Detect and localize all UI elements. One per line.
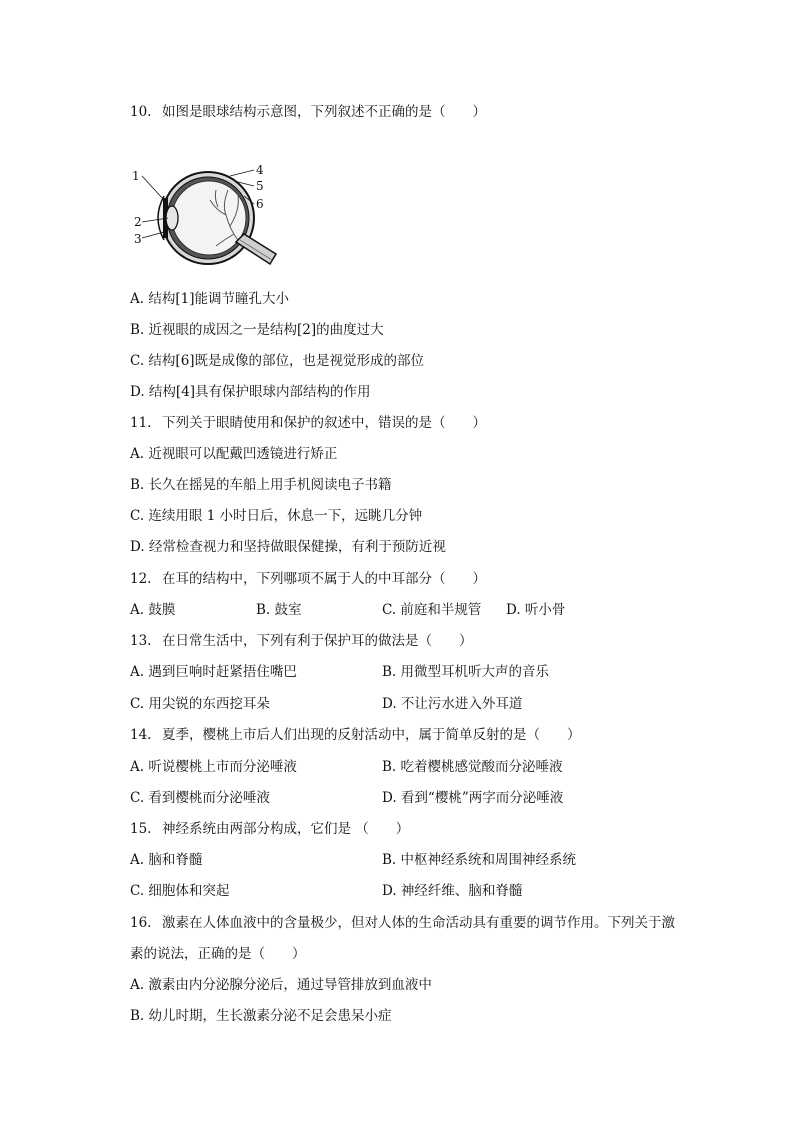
question-10-option-a[interactable]: A. 结构[1]能调节瞳孔大小 [130,291,289,307]
leader-line-4 [230,170,254,176]
question-16-stem-line-1 [130,913,675,933]
question-14-stem [130,725,581,745]
question-15-stem [130,819,409,839]
figure-label-3: 3 [134,232,142,246]
question-15-option-d[interactable]: D. 神经纤维、脑和脊髓 [382,883,523,899]
question-text: 下列关于眼睛使用和保护的叙述中，错误的是（ ） [162,415,486,431]
vitreous-shape [172,181,246,255]
question-14-option-b[interactable]: B. 吃着樱桃感觉酸而分泌唾液 [382,759,563,775]
question-10-option-b[interactable]: B. 近视眼的成因之一是结构[2]的曲度过大 [130,322,384,338]
question-15-option-a[interactable]: A. 脑和脊髓 [130,852,203,868]
question-12-stem [130,569,486,589]
figure-label-5: 5 [256,179,264,193]
question-14-option-c[interactable]: C. 看到樱桃而分泌唾液 [130,790,270,806]
question-13-option-a[interactable]: A. 遇到巨响时赶紧捂住嘴巴 [130,664,297,680]
question-number: 12. [130,571,152,587]
question-number: 13. [130,633,152,649]
question-14-option-d[interactable]: D. 看到“樱桃”两字而分泌唾液 [382,790,564,806]
figure-label-1: 1 [132,169,140,183]
question-14-option-a[interactable]: A. 听说樱桃上市而分泌唾液 [130,759,297,775]
question-11-option-a[interactable]: A. 近视眼可以配戴凹透镜进行矫正 [130,446,338,462]
question-10-option-d[interactable]: D. 结构[4]具有保护眼球内部结构的作用 [130,384,371,400]
question-13-option-b[interactable]: B. 用微型耳机听大声的音乐 [382,664,550,680]
question-15-option-b[interactable]: B. 中枢神经系统和周围神经系统 [382,852,577,868]
question-15-option-c[interactable]: C. 细胞体和突起 [130,883,230,899]
figure-label-2: 2 [134,215,142,229]
question-10-stem [130,102,486,122]
question-number: 14. [130,727,152,743]
figure-label-4: 4 [256,163,264,177]
question-16-option-a[interactable]: A. 激素由内分泌腺分泌后，通过导管排放到血液中 [130,977,432,993]
question-11-option-d[interactable]: D. 经常检查视力和坚持做眼保健操，有利于预防近视 [130,539,446,555]
question-text: 神经系统由两部分构成，它们是 （ ） [162,821,410,837]
leader-line-1 [142,176,164,200]
question-text: 如图是眼球结构示意图，下列叙述不正确的是（ ） [162,104,486,120]
question-12-option-b[interactable]: B. 鼓室 [256,602,302,618]
question-number: 11. [130,415,152,431]
question-11-stem [130,413,486,433]
question-10-option-c[interactable]: C. 结构[6]既是成像的部位，也是视觉形成的部位 [130,353,425,369]
eyeball-diagram [130,160,280,276]
question-text: 在耳的结构中，下列哪项不属于人的中耳部分（ ） [162,571,486,587]
question-13-option-c[interactable]: C. 用尖锐的东西挖耳朵 [130,696,270,712]
question-12-option-c[interactable]: C. 前庭和半规管 [382,602,482,618]
question-13-stem [130,631,473,651]
question-text: 夏季，樱桃上市后人们出现的反射活动中，属于简单反射的是（ ） [162,727,581,743]
question-number: 16. [130,915,152,931]
question-13-option-d[interactable]: D. 不让污水进入外耳道 [382,696,523,712]
question-12-option-d[interactable]: D. 听小骨 [506,602,566,618]
question-text: 激素在人体血液中的含量极少，但对人体的生命活动具有重要的调节作用。下列关于激 [162,915,675,931]
figure-label-6: 6 [256,197,264,211]
question-12-option-a[interactable]: A. 鼓膜 [130,602,176,618]
question-11-option-c[interactable]: C. 连续用眼 1 小时日后，休息一下，远眺几分钟 [130,508,423,524]
question-text: 在日常生活中，下列有利于保护耳的做法是（ ） [162,633,473,649]
question-11-option-b[interactable]: B. 长久在摇晃的车船上用手机阅读电子书籍 [130,477,392,493]
leader-line-3 [142,232,164,238]
question-16-option-b[interactable]: B. 幼儿时期，生长激素分泌不足会患呆小症 [130,1008,392,1024]
question-16-stem-line-2: 素的说法，正确的是（ ） [130,946,306,962]
question-number: 10. [130,104,152,120]
question-number: 15. [130,821,152,837]
